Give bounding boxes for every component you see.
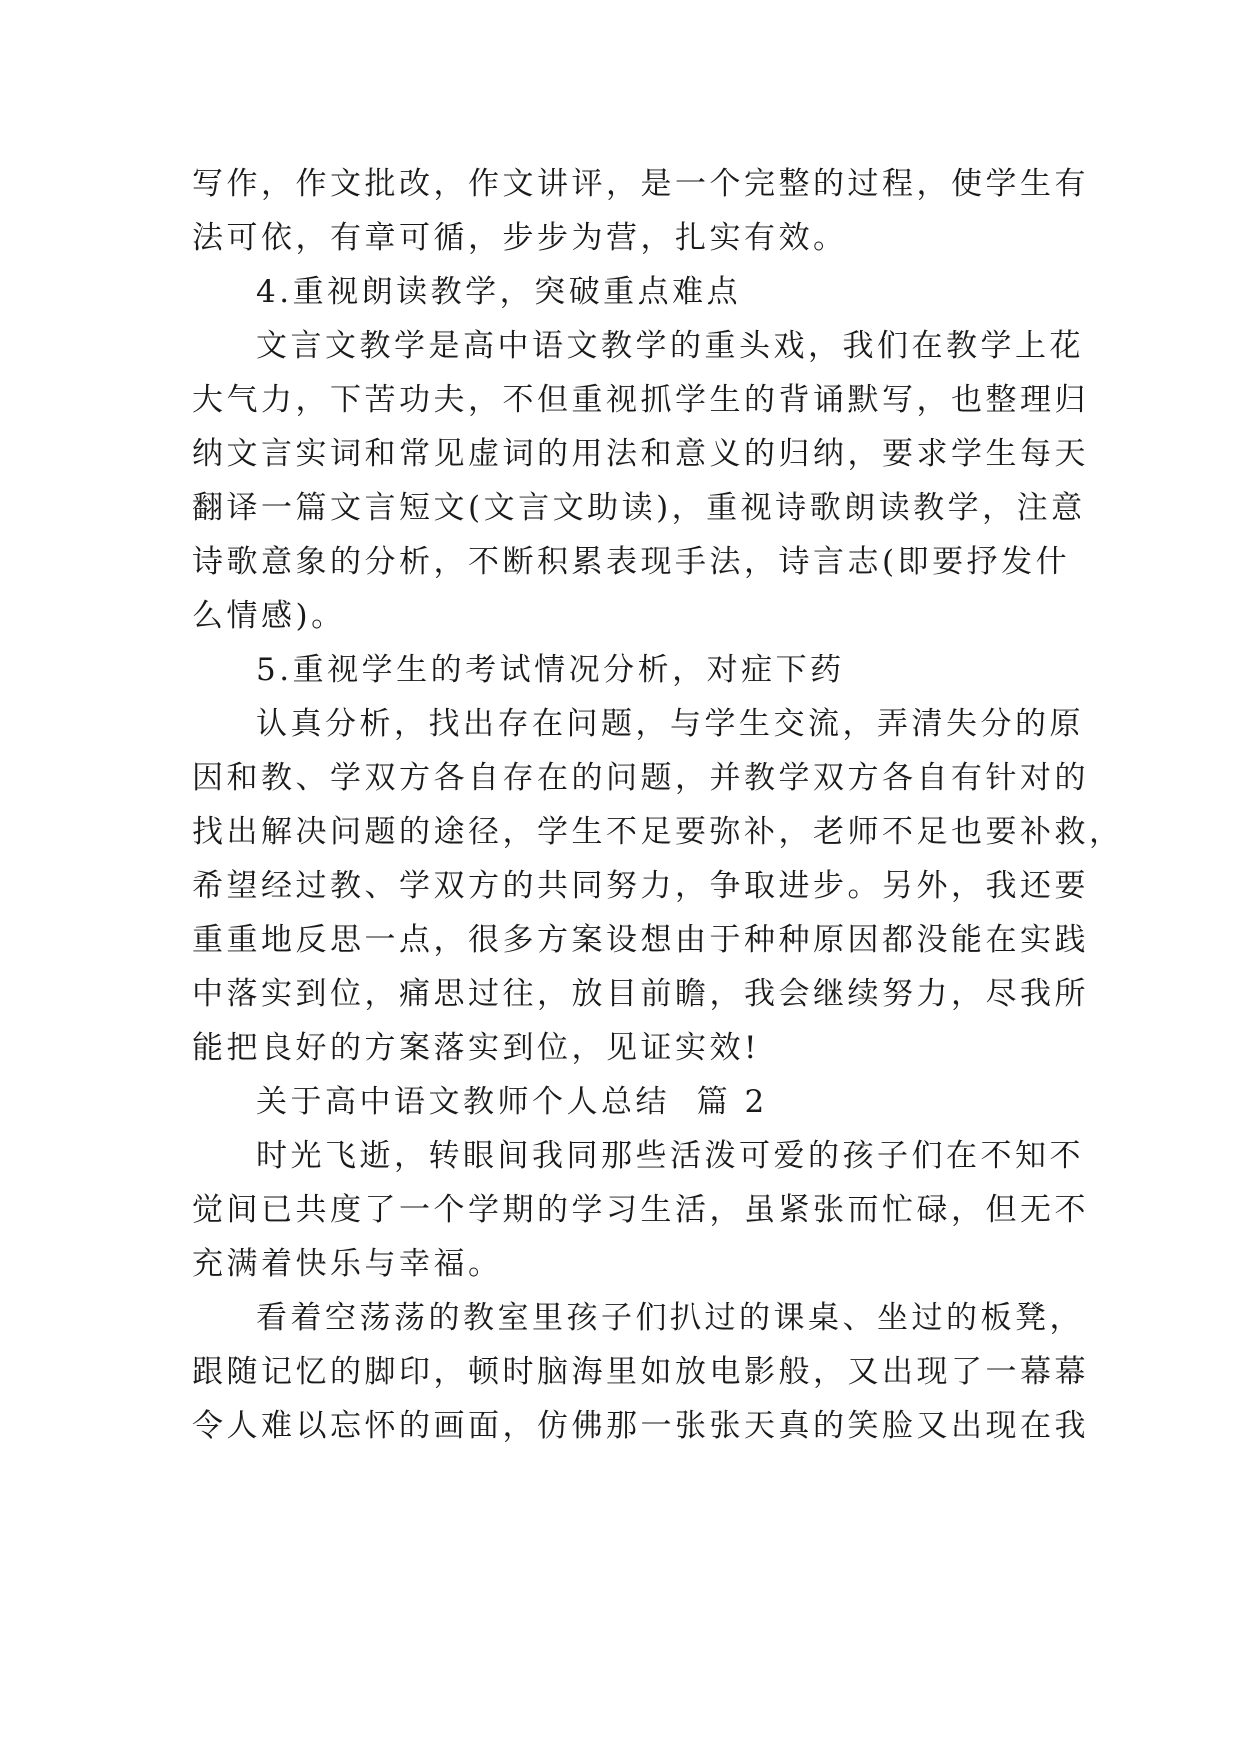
paragraph-start: 文言文教学是高中语文教学的重头戏，我们在教学上花 <box>256 328 1084 364</box>
paragraph-start: 时光飞逝，转眼间我同那些活泼可爱的孩子们在不知不 <box>256 1138 1084 1174</box>
text-line: 充满着快乐与幸福。 <box>192 1246 503 1282</box>
text-line: 觉间已共度了一个学期的学习生活，虽紧张而忙碌，但无不 <box>192 1192 1089 1228</box>
paragraph-start: 认真分析，找出存在问题，与学生交流，弄清失分的原 <box>256 706 1084 742</box>
text-line: 诗歌意象的分析，不断积累表现手法，诗言志(即要抒发什 <box>192 544 1071 580</box>
text-line: 中落实到位，痛思过往，放目前瞻，我会继续努力，尽我所 <box>192 976 1089 1012</box>
text-line: 法可依，有章可循，步步为营，扎实有效。 <box>192 220 848 256</box>
text-line: 因和教、学双方各自存在的问题，并教学双方各自有针对的 <box>192 760 1089 796</box>
text-line: 写作，作文批改，作文讲评，是一个完整的过程，使学生有 <box>192 166 1089 202</box>
text-line: 希望经过教、学双方的共同努力，争取进步。另外，我还要 <box>192 868 1089 904</box>
text-line: 么情感)。 <box>192 598 346 634</box>
text-line: 跟随记忆的脚印，顿时脑海里如放电影般，又出现了一幕幕 <box>192 1354 1089 1390</box>
text-line: 翻译一篇文言短文(文言文助读)，重视诗歌朗读教学，注意 <box>192 490 1086 526</box>
text-line: 大气力，下苦功夫，不但重视抓学生的背诵默写，也整理归 <box>192 382 1089 418</box>
text-line: 令人难以忘怀的画面，仿佛那一张张天真的笑脸又出现在我 <box>192 1408 1089 1444</box>
article-title: 关于高中语文教师个人总结 篇 2 <box>256 1084 768 1120</box>
text-line: 找出解决问题的途径，学生不足要弥补，老师不足也要补救， <box>192 814 1124 850</box>
text-line: 重重地反思一点，很多方案设想由于种种原因都没能在实践 <box>192 922 1089 958</box>
section-heading: 5.重视学生的考试情况分析，对症下药 <box>256 652 845 688</box>
section-heading: 4.重视朗读教学，突破重点难点 <box>256 274 742 310</box>
paragraph-start: 看着空荡荡的教室里孩子们扒过的课桌、坐过的板凳， <box>256 1300 1084 1336</box>
document-body <box>192 157 1124 1453</box>
text-line: 纳文言实词和常见虚词的用法和意义的归纳，要求学生每天 <box>192 436 1089 472</box>
text-line: 能把良好的方案落实到位，见证实效! <box>192 1030 760 1066</box>
